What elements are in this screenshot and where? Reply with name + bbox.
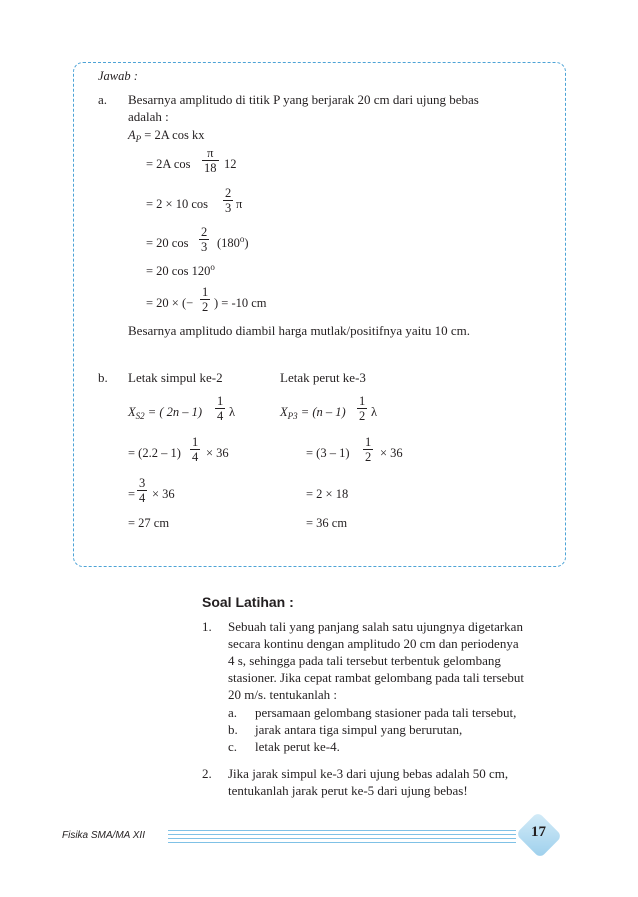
perut-formula-fraction: $\frac{1}{2}$ <box>359 394 366 423</box>
simpul-step2-post: × 36 <box>152 487 175 501</box>
answer-heading: Jawab : <box>98 69 138 83</box>
perut-step1-fraction: $\frac{1}{2}$ <box>365 435 372 464</box>
part-a-question-line2: adalah : <box>128 109 169 124</box>
part-a-question-line1: Besarnya amplitudo di titik P yang berjarak 20 cm dari ujung bebas <box>128 92 479 107</box>
simpul-result: = 27 cm <box>128 516 170 530</box>
q1-item-text: letak perut ke-4. <box>255 739 340 754</box>
step1-text: = 2A cos <box>146 157 191 171</box>
step3-post: (180$^o$) <box>217 234 249 250</box>
q1-item-letter: a. <box>228 705 238 720</box>
book-title: Fisika SMA/MA XII <box>62 830 145 841</box>
q1-item-letter: c. <box>228 739 238 754</box>
simpul-formula: $X_{S2}$ = ( 2n – 1) <box>128 405 203 421</box>
step5-post: ) = -10 cm <box>214 296 267 310</box>
step3-fraction: $\frac{2}{3}$ <box>201 225 208 254</box>
perut-result: = 36 cm <box>306 516 348 530</box>
q2-line: tentukanlah jarak perut ke-5 dari ujung bebas! <box>228 783 468 798</box>
perut-step2: = 2 × 18 <box>306 487 349 501</box>
part-a-letter: a. <box>98 92 108 107</box>
simpul-formula-fraction: $\frac{1}{4}$ <box>217 394 224 423</box>
part-a-conclusion: Besarnya amplitudo diambil harga mutlak/positifnya yaitu 10 cm. <box>128 323 471 338</box>
q1-item-text: persamaan gelombang stasioner pada tali tersebut, <box>255 705 517 720</box>
part-b-letter: b. <box>98 370 108 385</box>
q1-line: Sebuah tali yang panjang salah satu ujungnya digetarkan <box>228 619 523 634</box>
step2-fraction: $\frac{2}{3}$ <box>225 186 232 215</box>
q1-line: stasioner. Jika cepat rambat gelombang pada tali tersebut <box>228 670 525 685</box>
footer-rule <box>168 834 516 835</box>
footer-rule <box>168 842 516 843</box>
q1-number: 1. <box>202 619 212 634</box>
step4-text: = 20 cos 120$^o$ <box>146 262 215 278</box>
q2-line: Jika jarak simpul ke-3 dari ujung bebas adalah 50 cm, <box>228 766 509 781</box>
step2-post: π <box>236 197 243 211</box>
step1-post: 12 <box>224 157 237 171</box>
step5-text: = 20 × (− <box>146 296 194 310</box>
step1-fraction: $\frac{\pi}{18}$ <box>204 146 217 175</box>
q2-number: 2. <box>202 766 212 781</box>
formula-amplitude: $A_P = 2A$ cos kx <box>128 128 205 144</box>
perut-step1: = (3 – 1) <box>306 446 350 460</box>
simpul-step2: = <box>128 487 136 501</box>
q1-item-text: jarak antara tiga simpul yang berurutan, <box>255 722 463 737</box>
simpul-formula-lambda: λ <box>229 405 236 419</box>
q1-line: 20 m/s. tentukanlah : <box>228 687 338 702</box>
q1-line: 4 s, sehingga pada tali tersebut terbentuk gelombang <box>228 653 501 668</box>
step5-fraction: $\frac{1}{2}$ <box>202 285 209 314</box>
exercise-title: Soal Latihan : <box>202 594 294 610</box>
q1-item-letter: b. <box>228 722 238 737</box>
perut-formula-lambda: λ <box>371 405 378 419</box>
step3-text: = 20 cos <box>146 236 189 250</box>
simpul-title: Letak simpul ke-2 <box>128 370 223 385</box>
perut-step1-post: × 36 <box>380 446 403 460</box>
q1-line: secara kontinu dengan amplitudo 20 cm dan periodenya <box>228 636 519 651</box>
footer-rule <box>168 838 516 839</box>
step2-text: = 2 × 10 cos <box>146 197 209 211</box>
simpul-step1: = (2.2 – 1) <box>128 446 181 460</box>
footer-rule <box>168 830 516 831</box>
perut-formula: $X_{P3} = (n - 1)$ <box>280 405 346 421</box>
page-number: 17 <box>531 824 546 840</box>
simpul-step1-post: × 36 <box>206 446 229 460</box>
simpul-step2-fraction: $\frac{3}{4}$ <box>139 476 146 505</box>
simpul-step1-fraction: $\frac{1}{4}$ <box>192 435 199 464</box>
perut-title: Letak perut ke-3 <box>280 370 366 385</box>
